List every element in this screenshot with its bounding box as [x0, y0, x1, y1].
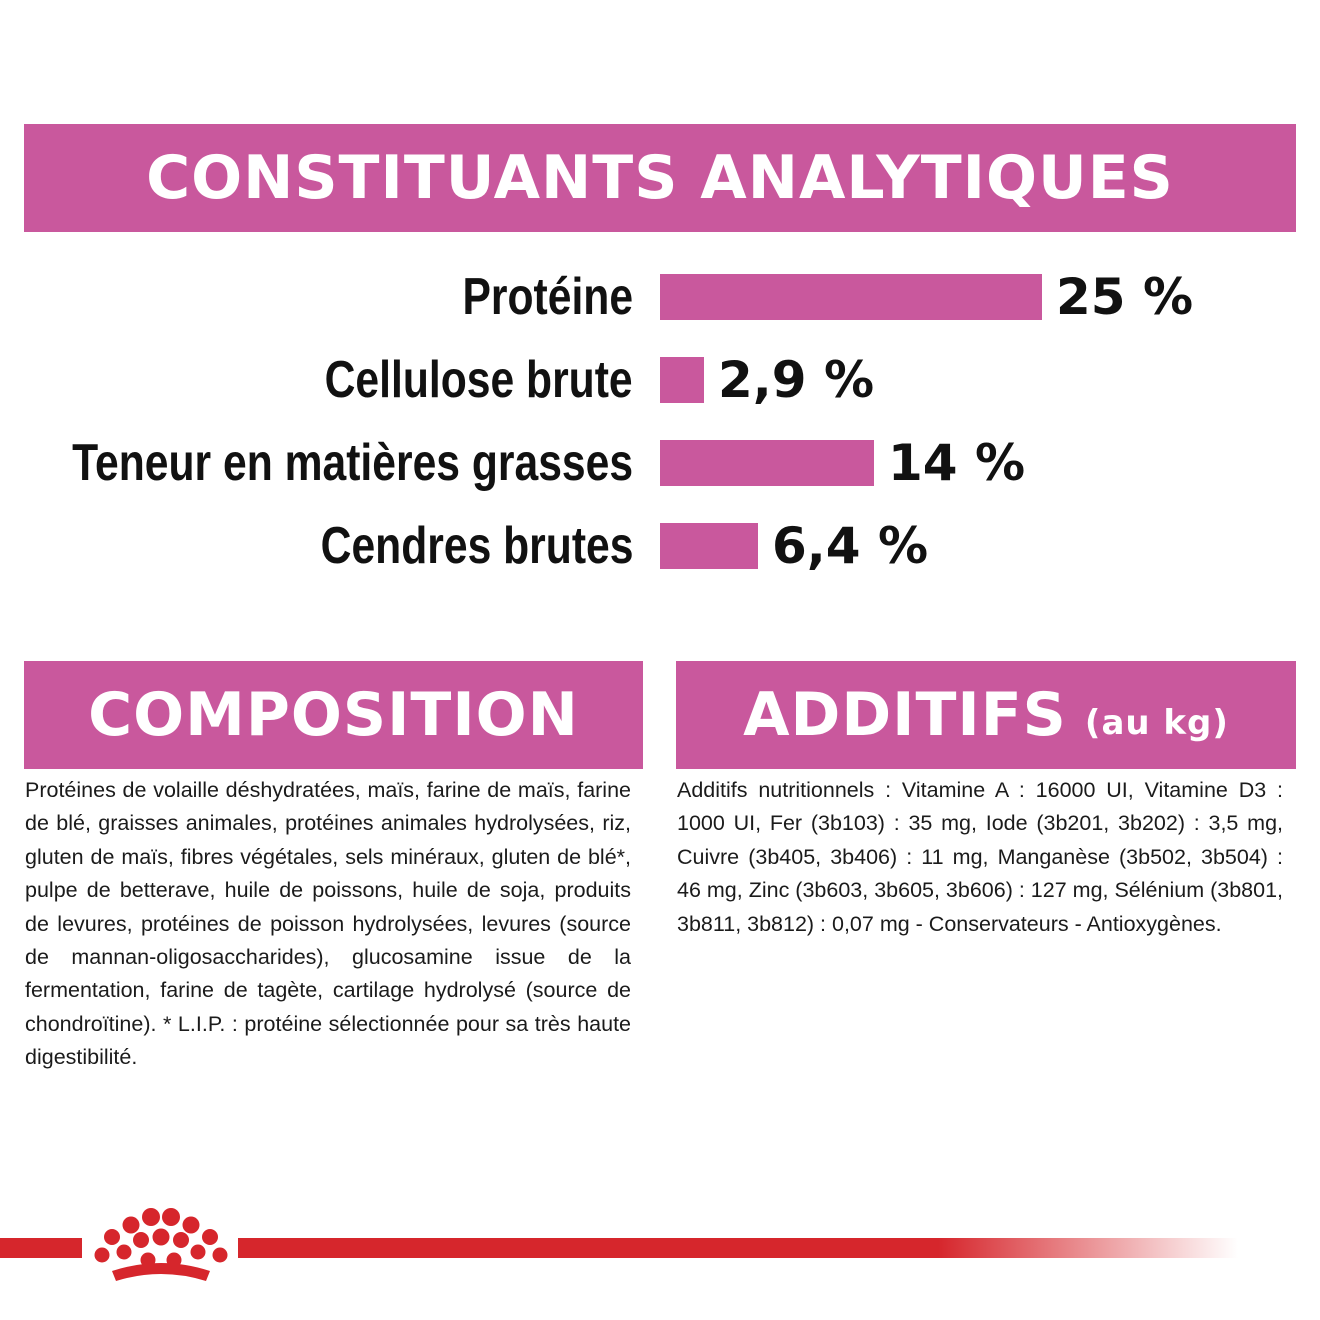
bar-label: Protéine — [462, 268, 633, 326]
bar-value-label: 14 % — [888, 434, 1026, 492]
composition-banner — [24, 661, 643, 769]
crown-icon — [90, 1205, 232, 1287]
constituants-banner — [24, 124, 1296, 232]
bar-value-label: 2,9 % — [718, 351, 875, 409]
bar — [660, 523, 758, 569]
bar-label: Cellulose brute — [324, 351, 633, 409]
composition-title: COMPOSITION — [88, 680, 579, 750]
footer-line-left — [0, 1238, 82, 1258]
bar — [660, 274, 1042, 320]
bar — [660, 440, 874, 486]
footer-line-right — [238, 1238, 1238, 1258]
additifs-title: ADDITIFS — [743, 680, 1067, 750]
bar-label: Teneur en matières grasses — [72, 434, 633, 492]
bar — [660, 357, 704, 403]
additifs-text: Additifs nutritionnels : Vitamine A : 16000 UI, Vitamine D3 : 1000 UI, Fer (3b103) : 35 mg, Iode (3b201, 3b202) : 3,5 mg, Cuivre (3b405, 3b406) : 11 mg, Manganèse (3b502, 3b504) : 46 mg, Zinc (3b603, 3b605, 3b606) : 127 mg, Sélénium (3b801, 3b811, 3b812) : 0,07 mg - Conservateurs - Antioxygènes. — [677, 778, 1283, 936]
composition-text: Protéines de volaille déshydratées, maïs, farine de maïs, farine de blé, graisses animales, protéines animales hydrolysées, riz, gluten de maïs, fibres végétales, sels minéraux, gluten de blé*, pulpe de betterave, huile de poissons, huile de soja, produits de levures, protéines de poisson hydrolysées, levures (source de mannan-oligosaccharides), glucosamine issue de la fermentation, farine de tagète, cartilage hydrolysé (source de chondroïtine). * L.I.P. : protéine sélectionnée pour sa très haute digestibilité. — [25, 778, 631, 1070]
bar-label: Cendres brutes — [320, 517, 633, 575]
bar-value-label: 6,4 % — [772, 517, 929, 575]
additifs-subtitle: (au kg) — [1084, 703, 1229, 743]
bar-value-label: 25 % — [1056, 268, 1194, 326]
additifs-banner — [676, 661, 1296, 769]
constituants-title: CONSTITUANTS ANALYTIQUES — [146, 143, 1174, 213]
